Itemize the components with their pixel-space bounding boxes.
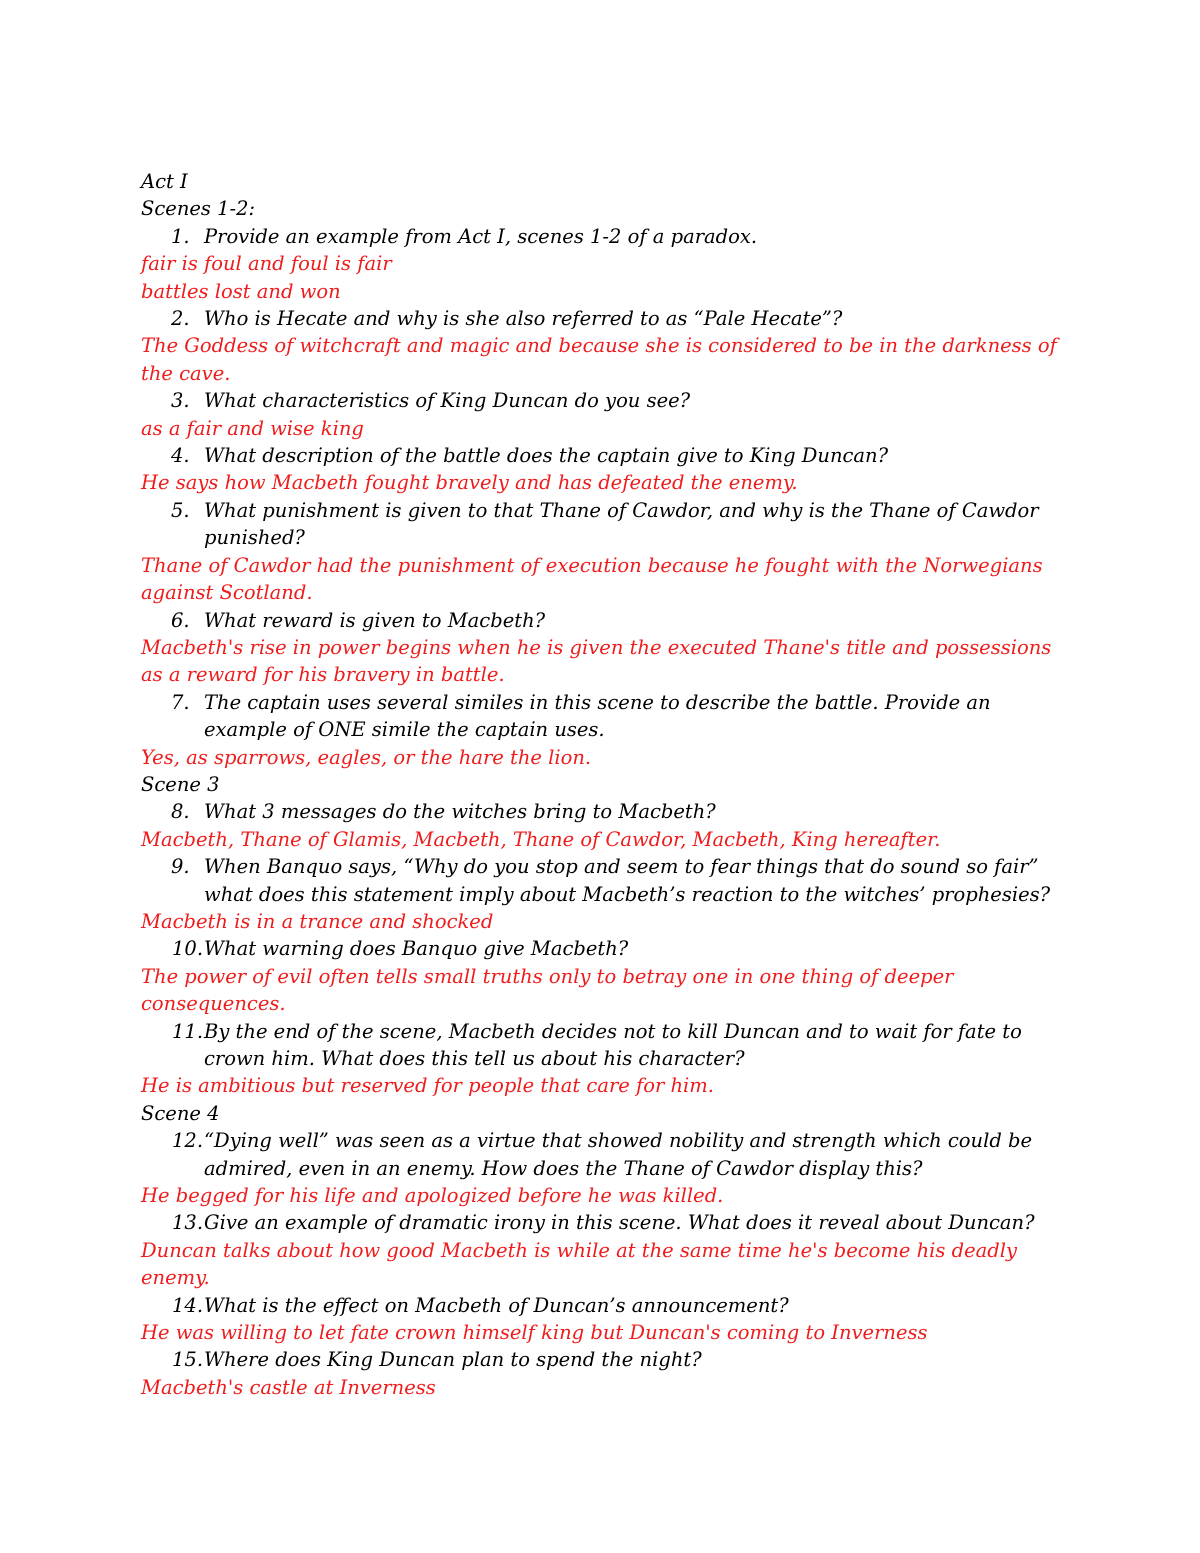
- question-item: [141, 607, 1071, 634]
- question-number: 10.: [172, 937, 204, 961]
- answer-text: Macbeth is in a trance and shocked: [141, 909, 494, 933]
- question-item: [141, 853, 1071, 908]
- question-item: [141, 798, 1071, 825]
- question-number: 6.: [171, 608, 190, 632]
- question-number: 9.: [171, 855, 190, 879]
- answer-text: He was willing to let fate crown himself king but Duncan's coming to Inverness: [141, 1321, 928, 1345]
- question-item: [141, 497, 1071, 552]
- question-number: 11.: [172, 1019, 204, 1043]
- answer-text: Yes, as sparrows, eagles, or the hare the lion.: [141, 745, 592, 769]
- question-number: 15.: [172, 1348, 204, 1372]
- question-text: What 3 messages do the witches bring to Macbeth?: [204, 800, 716, 824]
- answer-text: fair is foul and foul is fair: [141, 252, 392, 276]
- question-text: What is the effect on Macbeth of Duncan’s announcement?: [204, 1293, 789, 1317]
- question-item: [141, 689, 1071, 744]
- answer-text: Macbeth's castle at Inverness: [141, 1375, 436, 1399]
- question-item: [141, 935, 1071, 962]
- question-number: 1.: [171, 224, 190, 248]
- question-number: 7.: [171, 690, 190, 714]
- section-heading: Scenes 1-2:: [141, 197, 256, 221]
- question-text: Where does King Duncan plan to spend the night?: [204, 1348, 702, 1372]
- question-number: 14.: [172, 1293, 204, 1317]
- question-item: [141, 1292, 1071, 1319]
- question-number: 12.: [172, 1129, 204, 1153]
- document-body: [141, 168, 1071, 1401]
- question-item: [141, 387, 1071, 414]
- question-text: “Dying well” was seen as a virtue that showed nobility and strength which could be admired, even in an enemy. How does the Thane of Cawdor display this?: [204, 1129, 1033, 1180]
- answer-text: He says how Macbeth fought bravely and has defeated the enemy.: [141, 471, 798, 495]
- question-text: Who is Hecate and why is she also referred to as “Pale Hecate”?: [204, 307, 843, 331]
- question-number: 8.: [171, 800, 190, 824]
- question-item: [141, 305, 1071, 332]
- question-number: 5.: [171, 498, 190, 522]
- question-text: What punishment is given to that Thane of Cawdor, and why is the Thane of Cawdor punished?: [204, 498, 1039, 550]
- question-text: Give an example of dramatic irony in this scene. What does it reveal about Duncan?: [204, 1211, 1035, 1235]
- question-item: [141, 1127, 1071, 1182]
- answer-text: The power of evil often tells small truths only to betray one in one thing of deeper consequences.: [141, 964, 954, 1016]
- question-text: The captain uses several similes in this scene to describe the battle. Provide an example of ONE simile the captain uses.: [204, 690, 991, 742]
- question-item: [141, 1018, 1071, 1073]
- answer-text: battles lost and won: [141, 279, 341, 303]
- question-number: 3.: [171, 389, 190, 413]
- section-heading: Scene 3: [141, 772, 220, 796]
- question-item: [141, 442, 1071, 469]
- answer-text: He is ambitious but reserved for people that care for him.: [141, 1074, 714, 1098]
- question-text: What warning does Banquo give Macbeth?: [204, 937, 629, 961]
- answer-text: The Goddess of witchcraft and magic and because she is considered to be in the darkness of the cave.: [141, 334, 1057, 385]
- question-text: When Banquo says, “Why do you stop and seem to fear things that do sound so fair” what does this statement imply about Macbeth’s reaction to the witches’ prophesies?: [204, 855, 1051, 906]
- question-text: What reward is given to Macbeth?: [204, 608, 546, 632]
- answer-text: Macbeth's rise in power begins when he is given the executed Thane's title and possessions as a reward for his bravery in battle.: [141, 635, 1052, 687]
- question-text: By the end of the scene, Macbeth decides not to kill Duncan and to wait for fate to crown him. What does this tell us about his character?: [204, 1019, 1022, 1070]
- answer-text: as a fair and wise king: [141, 416, 364, 440]
- question-number: 13.: [172, 1211, 204, 1235]
- answer-text: He begged for his life and apologized before he was killed.: [141, 1184, 724, 1208]
- question-text: What characteristics of King Duncan do you see?: [204, 389, 691, 413]
- question-number: 4.: [171, 444, 190, 468]
- question-item: [141, 1346, 1071, 1373]
- question-number: 2.: [171, 307, 190, 331]
- question-text: Provide an example from Act I, scenes 1-2 of a paradox.: [204, 224, 758, 248]
- act-heading: Act I: [141, 170, 188, 193]
- answer-text: Thane of Cawdor had the punishment of execution because he fought with the Norwegians against Scotland.: [141, 553, 1043, 605]
- answer-text: Duncan talks about how good Macbeth is while at the same time he's become his deadly enemy.: [141, 1238, 1018, 1290]
- question-item: [141, 1209, 1071, 1236]
- section-heading: Scene 4: [141, 1101, 220, 1125]
- question-item: [141, 223, 1071, 250]
- question-text: What description of the battle does the captain give to King Duncan?: [204, 444, 889, 468]
- answer-text: Macbeth, Thane of Glamis, Macbeth, Thane of Cawdor, Macbeth, King hereafter.: [141, 827, 941, 851]
